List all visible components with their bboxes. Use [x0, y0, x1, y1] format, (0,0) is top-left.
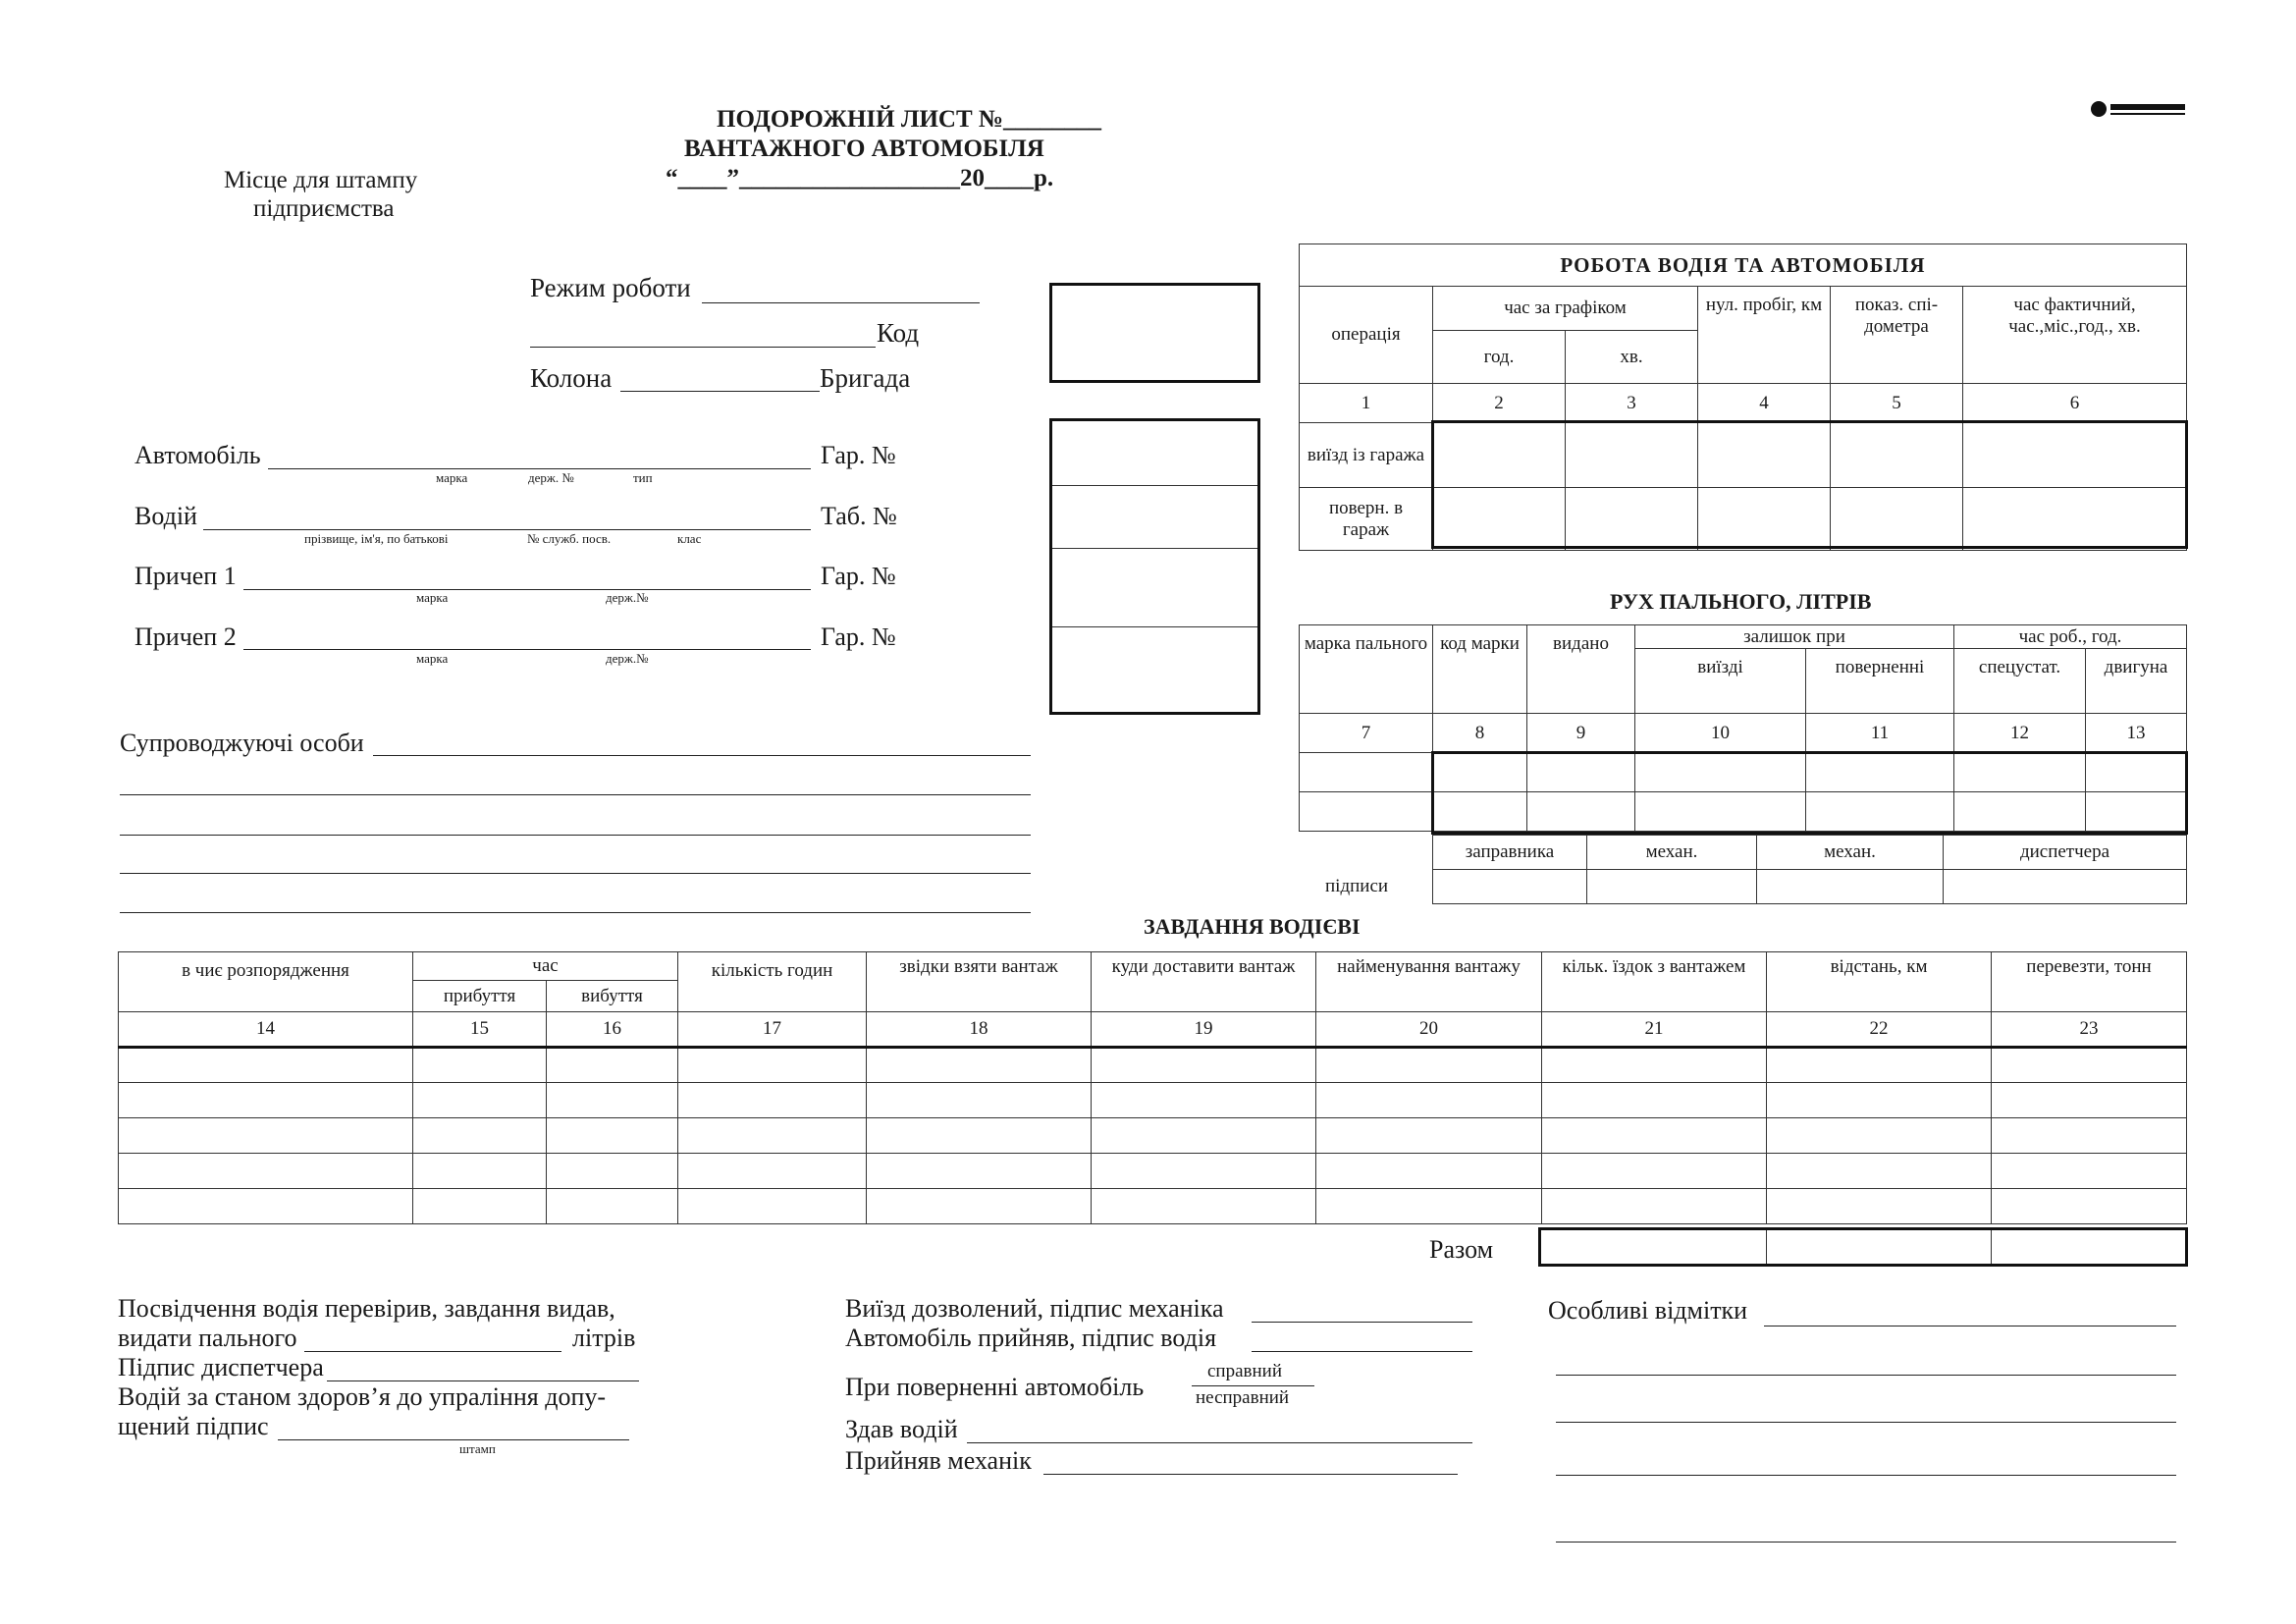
tasks-h-trips: кільк. їздок з вантажем: [1542, 952, 1767, 1012]
trailer2-sub-brand: марка: [416, 651, 449, 666]
work-h-minutes: хв.: [1566, 331, 1698, 384]
fuel-num: 7: [1300, 714, 1433, 753]
escort-field-3[interactable]: [120, 835, 1031, 836]
fuel-cell[interactable]: [1806, 753, 1954, 792]
tasks-table: [118, 951, 2187, 1224]
bottom-mid-line5: Прийняв механік: [845, 1446, 1032, 1475]
tasks-cell[interactable]: [413, 1189, 547, 1224]
car-field[interactable]: [268, 468, 811, 469]
bottom-mid-line3: При поверненні автомобіль: [845, 1373, 1145, 1401]
escort-label: Супроводжуючі особи: [120, 729, 364, 757]
sig-mechanic-1: механ.: [1587, 836, 1757, 870]
tasks-cell[interactable]: [867, 1118, 1092, 1154]
trailer1-sub-plate: держ.№: [606, 590, 649, 605]
driver-handover-field[interactable]: [967, 1442, 1472, 1443]
tasks-cell[interactable]: [1992, 1118, 2187, 1154]
tasks-cell[interactable]: [413, 1083, 547, 1118]
tasks-num: 16: [547, 1012, 678, 1048]
code-box[interactable]: [1049, 283, 1260, 383]
tasks-num: 22: [1767, 1012, 1992, 1048]
tasks-cell[interactable]: [1316, 1118, 1542, 1154]
work-cell[interactable]: [1831, 423, 1963, 488]
work-cell[interactable]: [1566, 423, 1698, 488]
car-sub-brand: марка: [436, 470, 468, 485]
work-cell[interactable]: [1698, 488, 1831, 551]
work-cell[interactable]: [1566, 488, 1698, 551]
code-label: Код: [877, 318, 920, 348]
tasks-cell[interactable]: [1092, 1048, 1316, 1083]
tasks-cell[interactable]: [1767, 1118, 1992, 1154]
escort-field-2[interactable]: [120, 794, 1031, 795]
tasks-num: 23: [1992, 1012, 2187, 1048]
fuel-cell[interactable]: [2086, 753, 2187, 792]
tasks-cell[interactable]: [119, 1083, 413, 1118]
tasks-cell[interactable]: [119, 1048, 413, 1083]
fuel-cell[interactable]: [1635, 792, 1806, 832]
tasks-cell[interactable]: [678, 1154, 867, 1189]
car-sub-type: тип: [633, 470, 653, 485]
tasks-cell[interactable]: [1992, 1154, 2187, 1189]
work-num: 4: [1698, 384, 1831, 423]
bottom-left-line4: Водій за станом здоров’я до упралiння допу-: [118, 1382, 607, 1411]
tasks-cell[interactable]: [547, 1118, 678, 1154]
tasks-num: 15: [413, 1012, 547, 1048]
tasks-h-to: куди доставити вантаж: [1092, 952, 1316, 1012]
tasks-cell[interactable]: [867, 1048, 1092, 1083]
work-h-speedometer: показ. спі-дометра: [1831, 287, 1963, 384]
tasks-cell[interactable]: [413, 1118, 547, 1154]
work-table-title: РОБОТА ВОДІЯ ТА АВТОМОБІЛЯ: [1300, 244, 2187, 287]
tasks-cell[interactable]: [1316, 1154, 1542, 1189]
fuel-cell[interactable]: [1433, 792, 1527, 832]
work-h-operation: операція: [1300, 287, 1433, 384]
tasks-cell[interactable]: [1542, 1118, 1767, 1154]
tasks-cell[interactable]: [1767, 1048, 1992, 1083]
work-num: 6: [1963, 384, 2187, 423]
tasks-cell[interactable]: [1542, 1083, 1767, 1118]
tasks-cell[interactable]: [678, 1083, 867, 1118]
tasks-cell[interactable]: [1767, 1154, 1992, 1189]
bottom-mid-line2: Автомобіль прийняв, підпис водія: [845, 1324, 1217, 1352]
work-num: 5: [1831, 384, 1963, 423]
fuel-h-return: поверненні: [1806, 649, 1954, 714]
sig-cell[interactable]: [1757, 870, 1944, 904]
work-num: 3: [1566, 384, 1698, 423]
form-subtitle: ВАНТАЖНОГО АВТОМОБІЛЯ: [684, 135, 1044, 162]
car-sub-plate: держ. №: [528, 470, 574, 485]
tiger-logo-icon: [2089, 98, 2187, 120]
fuel-num: 9: [1527, 714, 1635, 753]
fuel-num: 11: [1806, 714, 1954, 753]
mode-label: Режим роботи: [530, 273, 691, 302]
fuel-h-code: код марки: [1433, 625, 1527, 714]
tasks-cell[interactable]: [1316, 1048, 1542, 1083]
sig-refueler: заправника: [1433, 836, 1587, 870]
tasks-num: 21: [1542, 1012, 1767, 1048]
tasks-cell[interactable]: [1992, 1048, 2187, 1083]
work-cell[interactable]: [1831, 488, 1963, 551]
work-cell[interactable]: [1963, 423, 2187, 488]
fuel-cell[interactable]: [1954, 753, 2086, 792]
work-cell[interactable]: [1433, 488, 1566, 551]
work-cell[interactable]: [1433, 423, 1566, 488]
total-label: Разом: [1429, 1235, 1494, 1264]
tasks-h-departure: вибуття: [547, 981, 678, 1012]
mechanic-accept-field[interactable]: [1043, 1474, 1458, 1475]
dispatcher-sign-field[interactable]: [327, 1380, 639, 1381]
fuel-h-special: спецустат.: [1954, 649, 2086, 714]
tasks-cell[interactable]: [1092, 1189, 1316, 1224]
status-ok[interactable]: справний: [1207, 1361, 1283, 1381]
trailer2-label: Причеп 2: [134, 623, 237, 651]
bottom-mid-line4: Здав водій: [845, 1415, 958, 1443]
tasks-cell[interactable]: [547, 1083, 678, 1118]
gar-label-1: Гар. №: [821, 441, 896, 469]
sig-mechanic-2: механ.: [1757, 836, 1944, 870]
stamp-caption-1: Місце для штампу: [224, 167, 418, 193]
total-frame[interactable]: [1538, 1227, 2188, 1267]
health-sign-field[interactable]: [278, 1439, 629, 1440]
fuel-cell[interactable]: [1527, 753, 1635, 792]
tasks-cell[interactable]: [867, 1154, 1092, 1189]
mode-field[interactable]: [702, 302, 980, 303]
work-h-schedule: час за графіком: [1433, 287, 1698, 331]
numbers-box[interactable]: [1049, 418, 1260, 715]
status-divider: [1192, 1385, 1314, 1386]
tasks-cell[interactable]: [1092, 1083, 1316, 1118]
work-cell[interactable]: [1963, 488, 2187, 551]
column-label: Колона: [530, 363, 613, 393]
sig-cell[interactable]: [1433, 870, 1587, 904]
stamp-caption-2: підприємства: [253, 195, 395, 222]
tasks-cell[interactable]: [1542, 1189, 1767, 1224]
tasks-cell[interactable]: [547, 1154, 678, 1189]
tasks-h-order: в чиє розпорядження: [119, 952, 413, 1012]
tasks-cell[interactable]: [678, 1048, 867, 1083]
tasks-cell[interactable]: [119, 1154, 413, 1189]
fuel-h-engine: двигуна: [2086, 649, 2187, 714]
fuel-issue-field[interactable]: [304, 1351, 561, 1352]
bottom-left-line3: Підпис диспетчера: [118, 1353, 324, 1381]
fuel-cell[interactable]: [1954, 792, 2086, 832]
tasks-cell[interactable]: [119, 1189, 413, 1224]
fuel-cell[interactable]: [1527, 792, 1635, 832]
sig-cell[interactable]: [1944, 870, 2187, 904]
stamp-sub: штамп: [459, 1441, 496, 1456]
tasks-cell[interactable]: [1542, 1048, 1767, 1083]
driver-label: Водій: [134, 502, 197, 530]
fuel-cell[interactable]: [1635, 753, 1806, 792]
tasks-cell[interactable]: [119, 1118, 413, 1154]
tasks-num: 19: [1092, 1012, 1316, 1048]
tasks-cell[interactable]: [1992, 1083, 2187, 1118]
tab-label: Таб. №: [821, 502, 897, 530]
special-notes-field-5[interactable]: [1556, 1542, 2176, 1543]
sig-cell[interactable]: [1587, 870, 1757, 904]
fuel-h-work-time: час роб., год.: [1954, 625, 2187, 649]
tasks-cell[interactable]: [1992, 1189, 2187, 1224]
driver-field[interactable]: [203, 529, 811, 530]
special-notes-field-2[interactable]: [1556, 1375, 2176, 1376]
trailer2-sub-plate: держ.№: [606, 651, 649, 666]
tasks-cell[interactable]: [413, 1048, 547, 1083]
fuel-num: 8: [1433, 714, 1527, 753]
tasks-h-tons: перевезти, тонн: [1992, 952, 2187, 1012]
work-h-odometer-zero: нул. пробіг, км: [1698, 287, 1831, 384]
trailer1-sub-brand: марка: [416, 590, 449, 605]
tasks-cell[interactable]: [1767, 1083, 1992, 1118]
work-h-actual: час фактичний, час.,міс.,год., хв.: [1963, 287, 2187, 384]
tasks-cell[interactable]: [1092, 1118, 1316, 1154]
fuel-h-brand: марка пального: [1300, 625, 1433, 714]
tasks-table-title: ЗАВДАННЯ ВОДІЄВІ: [1144, 914, 1361, 939]
status-bad[interactable]: несправний: [1196, 1387, 1290, 1408]
trailer2-field[interactable]: [243, 649, 811, 650]
trailer1-field[interactable]: [243, 589, 811, 590]
fuel-cell[interactable]: [1806, 792, 1954, 832]
tasks-num: 18: [867, 1012, 1092, 1048]
fuel-cell[interactable]: [1433, 753, 1527, 792]
special-notes-field-3[interactable]: [1556, 1422, 2176, 1423]
signatures-table: [1432, 835, 2187, 904]
special-notes-field-4[interactable]: [1556, 1475, 2176, 1476]
tasks-cell[interactable]: [547, 1189, 678, 1224]
driver-sub-id: № служб. посв.: [527, 531, 612, 546]
gar-label-2: Гар. №: [821, 562, 896, 590]
special-notes-label: Особливі відмітки: [1548, 1296, 1748, 1325]
code-field[interactable]: [530, 347, 876, 348]
tasks-cell[interactable]: [1092, 1154, 1316, 1189]
fuel-h-issued: видано: [1527, 625, 1635, 714]
tasks-num: 20: [1316, 1012, 1542, 1048]
fuel-num: 12: [1954, 714, 2086, 753]
mechanic-sign-field[interactable]: [1252, 1322, 1472, 1323]
driver-accept-field[interactable]: [1252, 1351, 1472, 1352]
fuel-h-departure: виїзді: [1635, 649, 1806, 714]
fuel-cell[interactable]: [1300, 792, 1433, 832]
tasks-num: 14: [119, 1012, 413, 1048]
work-table: [1299, 244, 2187, 551]
bottom-mid-line1: Виїзд дозволений, підпис механіка: [845, 1294, 1224, 1323]
work-cell[interactable]: [1698, 423, 1831, 488]
tasks-cell[interactable]: [1316, 1083, 1542, 1118]
work-h-hours: год.: [1433, 331, 1566, 384]
tasks-cell[interactable]: [547, 1048, 678, 1083]
tasks-h-time: час: [413, 952, 678, 981]
escort-field-1[interactable]: [373, 755, 1031, 756]
bottom-left-line5: щений підпис: [118, 1412, 269, 1440]
date-line: “____”__________________20____р.: [666, 165, 1054, 191]
tasks-num: 17: [678, 1012, 867, 1048]
fuel-cell[interactable]: [1300, 753, 1433, 792]
signatures-label: підписи: [1325, 876, 1389, 896]
bottom-left-line2-end: літрів: [572, 1324, 636, 1352]
tasks-cell[interactable]: [1767, 1189, 1992, 1224]
tasks-cell[interactable]: [1316, 1189, 1542, 1224]
tasks-h-hours: кількість годин: [678, 952, 867, 1012]
tasks-h-arrival: прибуття: [413, 981, 547, 1012]
work-num: 2: [1433, 384, 1566, 423]
sig-dispatcher: диспетчера: [1944, 836, 2187, 870]
car-label: Автомобіль: [134, 441, 261, 469]
tasks-h-distance: відстань, км: [1767, 952, 1992, 1012]
form-title: ПОДОРОЖНІЙ ЛИСТ №________: [717, 106, 1102, 133]
fuel-cell[interactable]: [2086, 792, 2187, 832]
fuel-h-remaining: залишок при: [1635, 625, 1954, 649]
escort-field-5[interactable]: [120, 912, 1031, 913]
tasks-h-from: звідки взяти вантаж: [867, 952, 1092, 1012]
tasks-cell[interactable]: [678, 1189, 867, 1224]
bottom-left-line1: Посвідчення водія перевірив, завдання видав,: [118, 1294, 615, 1323]
tasks-cell[interactable]: [867, 1189, 1092, 1224]
column-field[interactable]: [620, 391, 820, 392]
fuel-num: 13: [2086, 714, 2187, 753]
tasks-cell[interactable]: [867, 1083, 1092, 1118]
brigade-label: Бригада: [820, 363, 911, 393]
work-row-return: поверн. в гараж: [1300, 488, 1433, 551]
driver-sub-name: прізвище, ім'я, по батькові: [304, 531, 449, 546]
tasks-cell[interactable]: [413, 1154, 547, 1189]
bottom-left-line2: видати пального: [118, 1324, 297, 1352]
fuel-num: 10: [1635, 714, 1806, 753]
driver-sub-class: клас: [677, 531, 702, 546]
tasks-h-cargo: найменування вантажу: [1316, 952, 1542, 1012]
fuel-table-title: РУХ ПАЛЬНОГО, ЛІТРІВ: [1610, 589, 1872, 614]
work-num: 1: [1300, 384, 1433, 423]
trailer1-label: Причеп 1: [134, 562, 237, 590]
tasks-cell[interactable]: [678, 1118, 867, 1154]
fuel-table: [1299, 624, 2187, 832]
work-row-departure: виїзд із гаража: [1300, 423, 1433, 488]
escort-field-4[interactable]: [120, 873, 1031, 874]
tasks-cell[interactable]: [1542, 1154, 1767, 1189]
gar-label-3: Гар. №: [821, 623, 896, 651]
